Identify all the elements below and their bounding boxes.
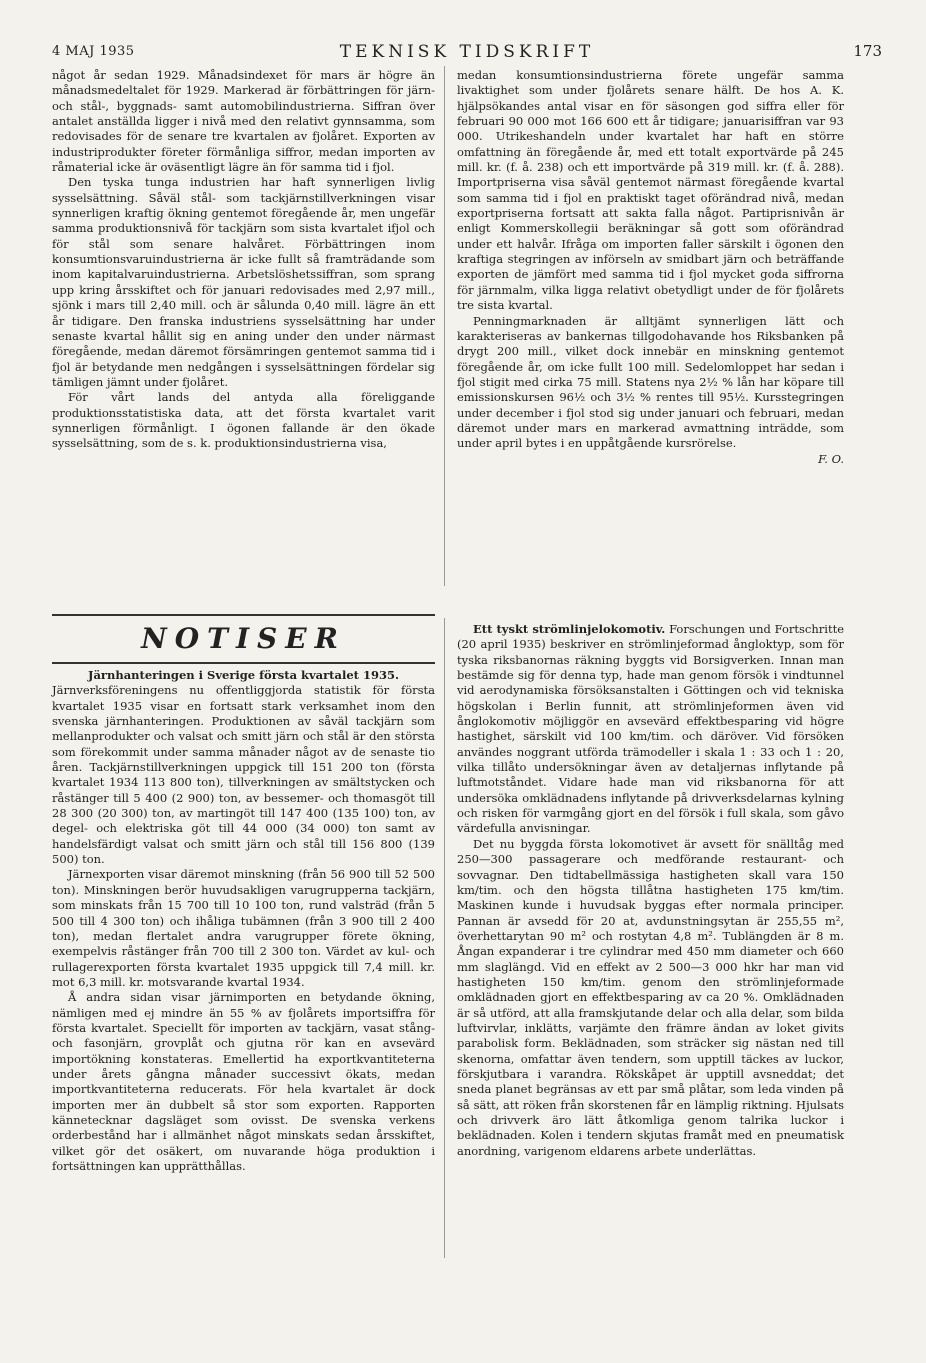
- notice-heading: Järnhanteringen i Sverige första kvartalet 1935.: [88, 668, 399, 682]
- paragraph: Den tyska tunga industrien har haft synnerligen livlig sysselsättning. Såväl stål- som tackjärnstillverkningen visar synnerligen kraftig ökning gentemot föregående år, men ungefär samma produktionsnivå för tackjärn som sista kvartalet ifjol och för stål som senare halvåret. Förbättringen inom konsumtionsvaruindustrierna är icke fullt så framträdande som inom kapitalvaruindustrierna. Arbetslöshetssiffran, som sprang upp kring årsskiftet och för januari redovisades med 2,97 mill., sjönk i mars till 2,40 mill. och är sålunda 0,40 mill. lägre än ett år tidigare. Den franska industriens sysselsättning har under senaste kvartal hållit sig en aning under den under närmast föregående, medan däremot försämringen gentemot samma tid i fjol är betydande men nedgången i sysselsättningen fördelar sig tämligen jämnt under fjolåret.: [52, 175, 435, 389]
- page-number: 173: [853, 42, 882, 60]
- column-divider-top: [444, 66, 445, 586]
- rule: [52, 662, 435, 664]
- paragraph: Å andra sidan visar järnimporten en betydande ökning, nämligen med ej mindre än 55 % av fjolårets importsiffra för första kvartalet. Speciellt för importen av tackjärn, vasat stång- och fasonjärn, grovplåt och gjutna rör kan en avsevärd importökning konstateras. Emellertid ha exportkvantiteterna under årets gångna månader successivt ökats, medan importkvantiteterna reducerats. För hela kvartalet är dock importen mer än dubbelt så stor som exporten. Rapporten kännetecknar dagsläget som ovisst. De svenska verkens orderbestånd har i allmänhet något minskats sedan årsskiftet, vilket gör det osäkert, om nuvarande höga produktion i fortsättningen kan upprätthållas.: [52, 990, 435, 1173]
- article-continuation-right: [457, 68, 844, 467]
- journal-title: TEKNISK TIDSKRIFT: [339, 42, 595, 62]
- notiser-section-header: [52, 614, 435, 664]
- section-title: NOTISER: [141, 622, 346, 655]
- paragraph: medan konsumtionsindustrierna förete ungefär samma livaktighet som under fjolårets senare hälft. De hos A. K. hjälpsökandes antal visar en för säsongen god siffra eller för februari 90 000 mot 166 600 ett år tidigare; januarisiffran var 93 000. Utrikeshandeln under kvartalet har haft en större omfattning än föregående år, med ett totalt exportvärde på 245 mill. kr. (f. å. 238) och ett importvärde på 319 mill. kr. (f. å. 288). Importpriserna visa såväl gentemot närmast föregående kvartal som samma tid i fjol en praktiskt taget oförändrad nivå, medan exportpriserna fortsatt att sakta falla något. Partiprisnivån är enligt Kommerskollegii beräkningar så gott som oförändrad under ett halvår. Ifråga om importen faller särskilt i ögonen den kraftiga stegringen av införseln av smidbart järn och beträffande exporten de jämfört med samma tid i fjol mycket goda siffrorna för järnmalm, vilka ligga relativt obetydligt under de för fjolårets tre sista kvartal.: [457, 68, 844, 313]
- paragraph: Järnexporten visar däremot minskning (från 56 900 till 52 500 ton). Minskningen berör huvudsakligen varugrupperna tackjärn, som minskats från 15 700 till 10 100 ton, rund valsträd (från 5 500 till 4 300 ton) och ihåliga tubämnen (från 3 900 till 2 400 ton), medan flertalet andra varugrupper förete ökning, exempelvis råstänger från 700 till 2 300 ton. Värdet av kul- och rullagerexporten första kvartalet 1935 uppgick till 7,4 mill. kr. mot 6,3 mill. kr. motsvarande kvartal 1934.: [52, 867, 435, 989]
- issue-date: 4 MAJ 1935: [52, 44, 135, 59]
- column-divider-bottom: [444, 618, 445, 1258]
- notice-stromlinjelokomotiv: [457, 622, 844, 1159]
- paragraph: Forschungen und Fortschritte (20 april 1935) beskriver en strömlinjeformad ångloktyp, som för tyska riksbanornas räkning byggts vid Borsigverken. Innan man bestämde sig för denna typ, hade man genom försök i vindtunnel vid aerodynamiska försöksanstalten i Göttingen och vid tekniska högskolan i Berlin funnit, att strömlinjeformen även vid ånglokomotiv möjliggör en avsevärd effektbesparing vid högre hastighet, särskilt vid 100 km/tim. och däröver. Vid försöken användes noggrant utförda trämodeller i skala 1 : 33 och 1 : 20, vilka tillåto undersökningar även av detaljernas inflytande på luftmotståndet. Vidare hade man vid riksbanorna för att undersöka omklädnadens inflytande på drivverksdelarnas kylning och risken för varmgång gjort en del försök i full skala, som gåvo värdefulla anvisningar.: [457, 622, 844, 836]
- notice-jarnhanteringen: [52, 668, 435, 1174]
- paragraph: Det nu byggda första lokomotivet är avsett för snälltåg med 250—300 passagerare och medförande restaurant- och sovvagnar. Den tidtabellmässiga hastigheten skall vara 150 km/tim. och den högsta tillåtna hastigheten 175 km/tim. Maskinen kunde i huvudsak byggas efter normala principer. Pannan är avsedd för 20 at, avdunstningsytan är 255,55 m², överhettarytan 90 m² och rostytan 4,8 m². Tublängden är 8 m. Ångan expanderar i tre cylindrar med 450 mm diameter och 660 mm slaglängd. Vid en effekt av 2 500—3 000 hkr har man vid hastigheten 150 km/tim. genom den strömlinjeformade omklädnaden gjort en effektbesparing av ca 20 %. Omklädnaden är så utförd, att alla framskjutande delar och alla delar, som bilda luftvirvlar, inklätts, varjämte den främre ändan av loket givits parabolisk form. Beklädnaden, som sträcker sig nästan ned till skenorna, omfattar även tendern, som upptill täckes av luckor, förskjutbara i varandra. Rökskåpet är upptill avsneddat; det sneda planet begränsas av ett par små plåtar, som leda vinden på så sätt, att röken från skorstenen får en lämplig riktning. Hjulsats och drivverk äro lätt åtkomliga genom talrika luckor i beklädnaden. Kolen i tendern skjutas framåt med en pneumatisk anordning, varigenom eldarens arbete underlättas.: [457, 836, 844, 1158]
- running-head: [52, 42, 882, 66]
- author-signature: F. O.: [818, 451, 844, 466]
- paragraph: något år sedan 1929. Månadsindexet för mars är högre än månadsmedeltalet för 1929. Markerad är förbättringen för järn- och stål-, byggnads- samt automobilindustrierna. Siffran över antalet anställda ligger i nivå med den relativt gynnsamma, som redovisades för de senare tre kvartalen av fjolåret. Exporten av industriprodukter företer förmånliga siffror, medan importen av råmaterial icke är oväsentligt lägre än för samma tid i fjol.: [52, 68, 435, 175]
- paragraph: Penningmarknaden är alltjämt synnerligen lätt och karakteriseras av bankernas tillgodohavande hos Riksbanken på drygt 200 mill., vilket dock innebär en minskning gentemot föregående år, om icke fullt 100 mill. Sedelomloppet har sedan i fjol stigit med cirka 75 mill. Statens nya 2½ % lån har köpare till emissionskursen 96½ och 3½ % rentes till 95½. Kursstegringen under december i fjol stod sig under januari och februari, medan däremot under mars en markerad avmattning inträdde, som under april bytes i en uppåtgående kursrörelse.: [457, 313, 844, 451]
- article-continuation-left: [52, 68, 435, 452]
- notice-heading: Ett tyskt strömlinjelokomotiv.: [473, 622, 666, 636]
- paragraph: Järnverksföreningens nu offentliggjorda statistik för första kvartalet 1935 visar en fortsatt stark verksamhet inom den svenska järnhanteringen. Produktionen av såväl tackjärn som mellanprodukter och valsat och smitt järn och stål är den största som förekommit under samma månader något av de senaste tio åren. Tackjärnstillverkningen uppgick till 151 200 ton (första kvartalet 1934 113 800 ton), tillverkningen av smältstycken och råstänger till 5 400 (2 900) ton, av bessemer- och thomasgöt till 28 300 (20 300) ton, av martingöt till 147 400 (135 100) ton, av degel- och elektriska göt till 44 000 (34 000) ton samt av handelsfärdigt valsat och smitt järn och stål till 156 800 (139 500) ton.: [52, 683, 435, 867]
- rule: [52, 614, 435, 616]
- paragraph: För vårt lands del antyda alla föreliggande produktionsstatistiska data, att det första kvartalet varit synnerligen förmånligt. I ögonen fallande är den ökade sysselsättning, som de s. k. produktionsindustrierna visa,: [52, 390, 435, 451]
